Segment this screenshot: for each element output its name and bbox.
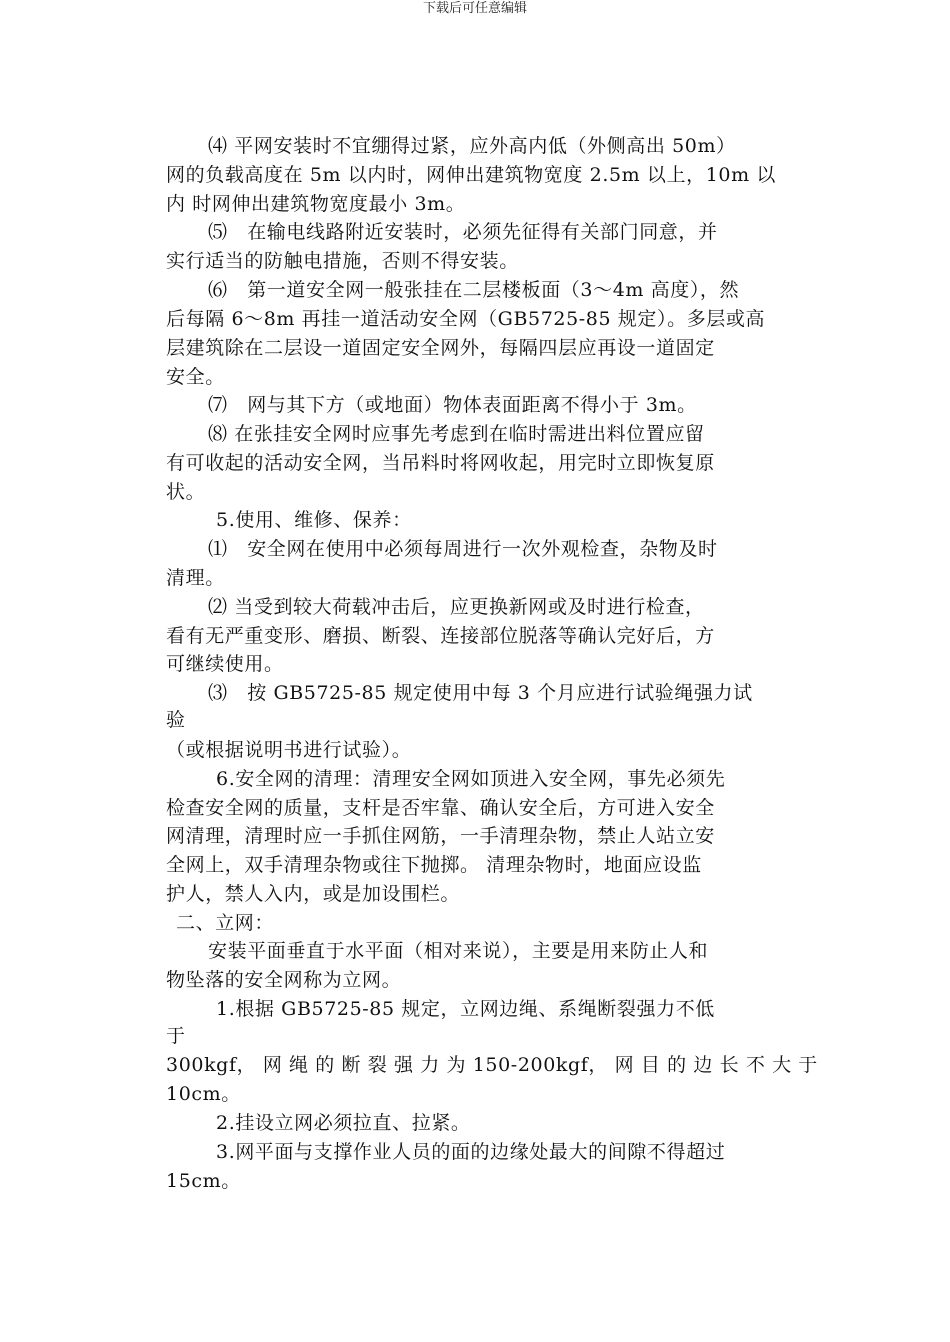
- text-line: 安装平面垂直于水平面（相对来说），主要是用来防止人和: [208, 940, 709, 962]
- text-line: ⑷ 平网安装时不宜绷得过紧，应外高内低（外侧高出 50m）: [208, 135, 736, 157]
- text-line: ⑸ 在输电线路附近安装时，必须先征得有关部门同意，并: [208, 221, 718, 243]
- text-line: 300kgf， 网 绳 的 断 裂 强 力 为 150-200kgf， 网 目 的 边 长 不 大 于: [166, 1054, 818, 1076]
- text-line: 看有无严重变形、磨损、断裂、连接部位脱落等确认完好后，方: [166, 625, 715, 647]
- text-line: 2.挂设立网必须拉直、拉紧。: [216, 1112, 471, 1134]
- section-heading: 二、立网：: [176, 912, 275, 934]
- text-line: 内 时网伸出建筑物宽度最小 3m。: [166, 193, 466, 215]
- text-line: 清理。: [166, 567, 225, 589]
- text-line: 验: [166, 709, 186, 731]
- text-line: 网的负载高度在 5m 以内时，网伸出建筑物宽度 2.5m 以上，10m 以: [166, 164, 776, 186]
- text-line: 检查安全网的质量，支杆是否牢靠、确认安全后，方可进入安全: [166, 797, 715, 819]
- text-line: 于: [166, 1025, 186, 1047]
- text-line: 有可收起的活动安全网，当吊料时将网收起，用完时立即恢复原: [166, 452, 715, 474]
- text-line: 安全。: [166, 366, 225, 388]
- text-line: 状。: [166, 481, 206, 503]
- text-line: ⑴ 安全网在使用中必须每周进行一次外观检查，杂物及时: [208, 538, 718, 560]
- text-line: ⑺ 网与其下方（或地面）物体表面距离不得小于 3m。: [208, 394, 697, 416]
- text-line: 护人，禁人入内，或是加设围栏。: [166, 883, 461, 905]
- text-line: ⑵ 当受到较大荷载冲击后，应更换新网或及时进行检查，: [208, 596, 705, 618]
- text-line: 实行适当的防触电措施，否则不得安装。: [166, 250, 519, 272]
- text-line: 物坠落的安全网称为立网。: [166, 969, 402, 991]
- text-line: 15cm。: [166, 1170, 241, 1192]
- text-line: ⑶ 按 GB5725-85 规定使用中每 3 个月应进行试验绳强力试: [208, 682, 753, 704]
- text-line: 网清理，清理时应一手抓住网筋，一手清理杂物，禁止人站立安: [166, 825, 715, 847]
- text-line: 1.根据 GB5725-85 规定，立网边绳、系绳断裂强力不低: [216, 998, 715, 1020]
- text-line: ⑻ 在张挂安全网时应事先考虑到在临时需进出料位置应留: [208, 423, 705, 445]
- text-line: 后每隔 6～8m 再挂一道活动安全网（GB5725-85 规定）。多层或高: [166, 308, 766, 330]
- text-line: 10cm。: [166, 1083, 241, 1105]
- section-heading: 6.安全网的清理：清理安全网如顶进入安全网，事先必须先: [216, 768, 726, 790]
- text-line: ⑹ 第一道安全网一般张挂在二层楼板面（3～4m 高度），然: [208, 279, 740, 301]
- section-heading: 5.使用、维修、保养：: [216, 509, 412, 531]
- text-line: 层建筑除在二层设一道固定安全网外，每隔四层应再设一道固定: [166, 337, 715, 359]
- text-line: 可继续使用。: [166, 653, 284, 675]
- text-line: 全网上，双手清理杂物或往下抛掷。 清理杂物时，地面应设监: [166, 854, 702, 876]
- text-line: 3.网平面与支撑作业人员的面的边缘处最大的间隙不得超过: [216, 1141, 726, 1163]
- header-note: 下载后可任意编辑: [422, 1, 527, 16]
- text-line: （或根据说明书进行试验）。: [166, 739, 412, 761]
